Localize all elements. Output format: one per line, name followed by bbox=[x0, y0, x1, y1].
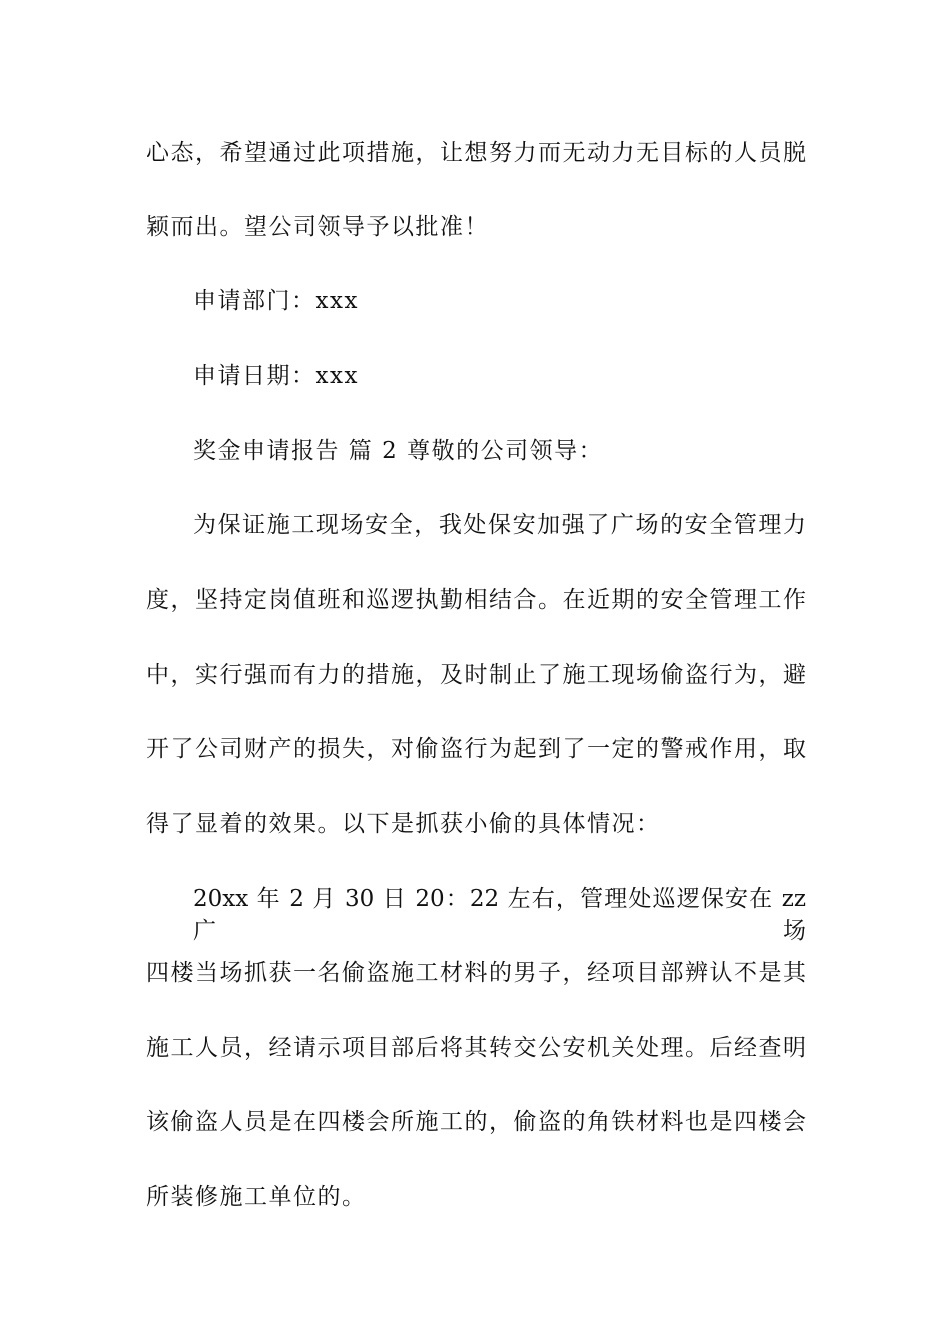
paragraph-line: 为保证施工现场安全，我处保安加强了广场的安全管理力 bbox=[193, 512, 806, 538]
paragraph-line: 所装修施工单位的。 bbox=[146, 1184, 367, 1210]
paragraph-line: 开了公司财产的损失，对偷盗行为起到了一定的警戒作用，取 bbox=[146, 736, 806, 762]
paragraph-line: 得了显着的效果。以下是抓获小偷的具体情况： bbox=[146, 811, 661, 837]
paragraph-line: 中，实行强而有力的措施，及时制止了施工现场偷盗行为，避 bbox=[146, 662, 806, 688]
paragraph-line: 度，坚持定岗值班和巡逻执勤相结合。在近期的安全管理工作 bbox=[146, 587, 806, 613]
paragraph-line: 施工人员，经请示项目部后将其转交公安机关处理。后经查明 bbox=[146, 1035, 806, 1061]
paragraph-line: 20xx 年 2 月 30 日 20：22 左右，管理处巡逻保安在 zz 广场 bbox=[193, 886, 806, 944]
paragraph-line: 心态，希望通过此项措施，让想努力而无动力无目标的人员脱 bbox=[146, 140, 806, 166]
date-line: 申请日期：xxx bbox=[193, 363, 359, 389]
section-heading: 奖金申请报告 篇 2 尊敬的公司领导： bbox=[193, 438, 604, 464]
paragraph-line: 颖而出。望公司领导予以批准！ bbox=[146, 214, 489, 240]
department-line: 申请部门：xxx bbox=[193, 288, 359, 314]
paragraph-line: 该偷盗人员是在四楼会所施工的，偷盗的角铁材料也是四楼会 bbox=[146, 1109, 806, 1135]
paragraph-line: 四楼当场抓获一名偷盗施工材料的男子，经项目部辨认不是其 bbox=[146, 960, 806, 986]
